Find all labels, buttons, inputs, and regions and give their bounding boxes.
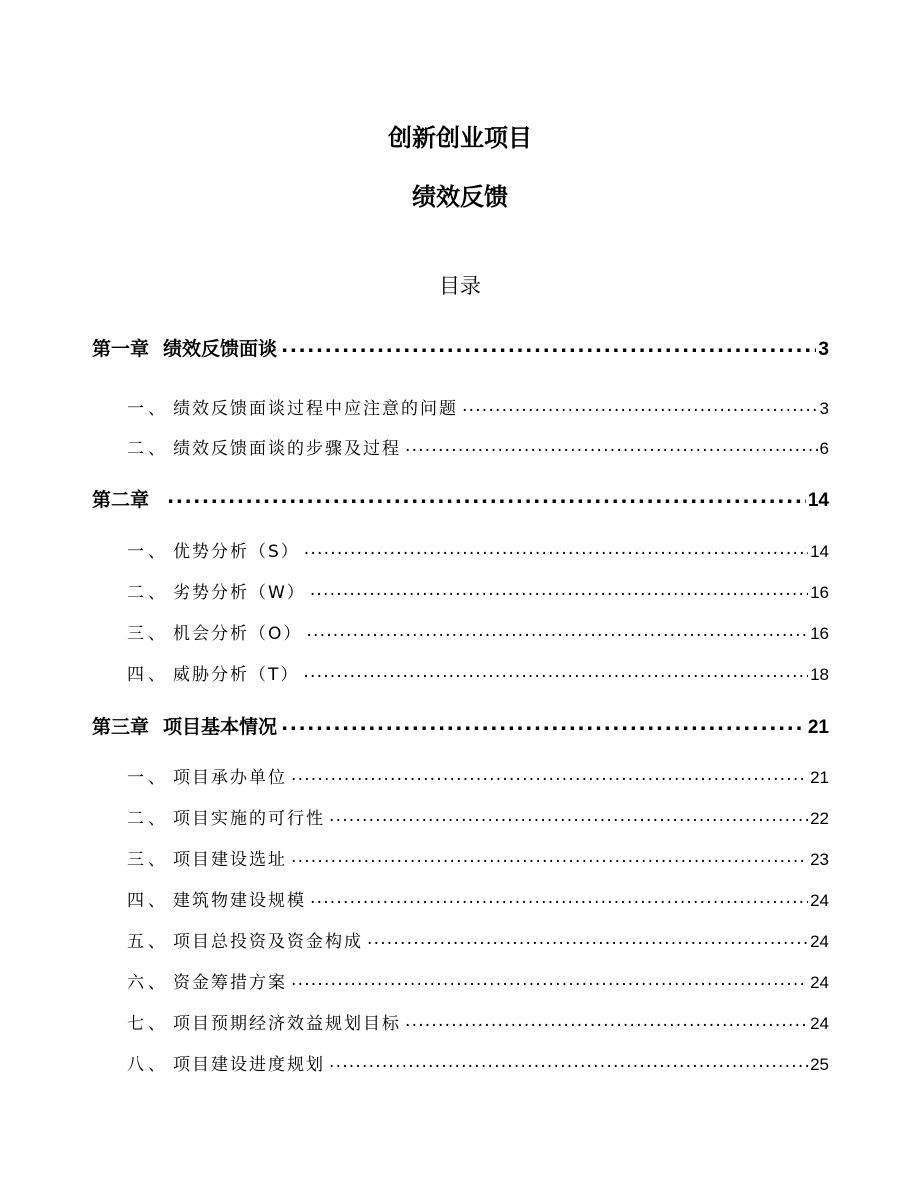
- toc-dot-leader: [329, 804, 808, 828]
- toc-dot-leader: [303, 660, 808, 684]
- toc-section-entry[interactable]: [127, 766, 829, 790]
- toc-chapter-entry[interactable]: [92, 714, 829, 741]
- toc-dot-leader: [281, 711, 806, 737]
- toc-section-entry[interactable]: [127, 581, 829, 605]
- toc-entry-number: 二、: [127, 809, 169, 829]
- toc-entry-number: 一、: [127, 768, 169, 788]
- toc-entry-number: 六、: [127, 973, 169, 993]
- toc-entry-number: 三、: [127, 850, 169, 870]
- toc-entry-number: 八、: [127, 1055, 169, 1075]
- toc-page-number: 16: [810, 624, 829, 643]
- toc-entry-number: 五、: [127, 932, 169, 952]
- toc-dot-leader: [367, 927, 808, 951]
- toc-section-entry[interactable]: [127, 848, 829, 872]
- toc-entry-number: 四、: [127, 891, 169, 911]
- document-title: 创新创业项目: [388, 124, 532, 152]
- toc-entry-number: 二、: [127, 439, 169, 459]
- toc-dot-leader: [310, 578, 808, 602]
- toc-dot-leader: [167, 484, 806, 510]
- toc-entry-title: 绩效反馈面谈的步骤及过程: [173, 439, 401, 459]
- toc-dot-leader: [462, 394, 818, 418]
- toc-entry-number: 三、: [127, 624, 169, 644]
- toc-section-entry[interactable]: [127, 889, 829, 913]
- toc-page-number: 14: [810, 542, 829, 561]
- toc-section-entry[interactable]: [127, 540, 829, 564]
- toc-section-entry[interactable]: [127, 971, 829, 995]
- toc-entry-number: 四、: [127, 665, 169, 685]
- toc-entry-number: 第一章: [92, 338, 150, 360]
- toc-page-number: 16: [810, 583, 829, 602]
- toc-section-entry[interactable]: [127, 663, 829, 687]
- toc-entry-title: 项目建设选址: [173, 850, 287, 870]
- toc-entry-title: 项目实施的可行性: [173, 809, 325, 829]
- toc-dot-leader: [291, 763, 808, 787]
- toc-entry-number: 一、: [127, 542, 169, 562]
- toc-page-number: 24: [810, 932, 829, 951]
- toc-dot-leader: [304, 537, 808, 561]
- toc-section-entry[interactable]: [127, 397, 829, 421]
- toc-entry-title: 项目建设进度规划: [173, 1055, 325, 1075]
- toc-page-number: 23: [810, 850, 829, 869]
- toc-dot-leader: [405, 1009, 808, 1033]
- toc-section-entry[interactable]: [127, 930, 829, 954]
- toc-entry-title: 优势分析（S）: [173, 542, 300, 562]
- toc-heading: 目录: [439, 274, 481, 298]
- toc-entry-title: 项目承办单位: [173, 768, 287, 788]
- toc-entry-title: 机会分析（O）: [173, 624, 303, 644]
- toc-dot-leader: [281, 333, 816, 359]
- toc-section-entry[interactable]: [127, 807, 829, 831]
- toc-entry-title: 绩效反馈面谈过程中应注意的问题: [173, 399, 458, 419]
- toc-section-entry[interactable]: [127, 437, 829, 461]
- toc-dot-leader: [405, 434, 818, 458]
- toc-entry-title: 威胁分析（T）: [173, 665, 300, 685]
- toc-page-number: 3: [818, 339, 829, 360]
- toc-page-number: 24: [810, 973, 829, 992]
- toc-page-number: 22: [810, 809, 829, 828]
- toc-page-number: 14: [807, 490, 829, 511]
- toc-page-number: 25: [810, 1055, 829, 1074]
- toc-page-number: 3: [819, 399, 829, 418]
- toc-entry-title: 绩效反馈面谈: [163, 338, 278, 360]
- toc-page-number: 21: [807, 717, 829, 738]
- toc-page-number: 21: [810, 768, 829, 787]
- toc-page-number: 24: [810, 1014, 829, 1033]
- toc-entry-title: 项目基本情况: [163, 716, 278, 738]
- toc-chapter-entry[interactable]: [92, 487, 829, 514]
- toc-entry-title: 建筑物建设规模: [173, 891, 306, 911]
- toc-entry-number: 第三章: [92, 716, 150, 738]
- toc-entry-number: 一、: [127, 399, 169, 419]
- toc-section-entry[interactable]: [127, 1053, 829, 1077]
- toc-entry-title: 项目预期经济效益规划目标: [173, 1014, 401, 1034]
- toc-entry-number: 第二章: [92, 489, 150, 511]
- toc-entry-title: 项目总投资及资金构成: [173, 932, 363, 952]
- toc-section-entry[interactable]: [127, 1012, 829, 1036]
- toc-page-number: 18: [810, 665, 829, 684]
- toc-section-entry[interactable]: [127, 622, 829, 646]
- toc-dot-leader: [306, 619, 808, 643]
- toc-entry-number: 二、: [127, 583, 169, 603]
- document-subtitle: 绩效反馈: [412, 183, 508, 211]
- toc-entry-title: 资金筹措方案: [173, 973, 287, 993]
- toc-page-number: 6: [819, 439, 829, 458]
- toc-chapter-entry[interactable]: [92, 336, 829, 363]
- toc-dot-leader: [310, 886, 808, 910]
- toc-dot-leader: [329, 1050, 808, 1074]
- toc-page-number: 24: [810, 891, 829, 910]
- toc-dot-leader: [291, 845, 808, 869]
- toc-entry-number: 七、: [127, 1014, 169, 1034]
- toc-dot-leader: [291, 968, 808, 992]
- toc-entry-title: 劣势分析（W）: [173, 583, 306, 603]
